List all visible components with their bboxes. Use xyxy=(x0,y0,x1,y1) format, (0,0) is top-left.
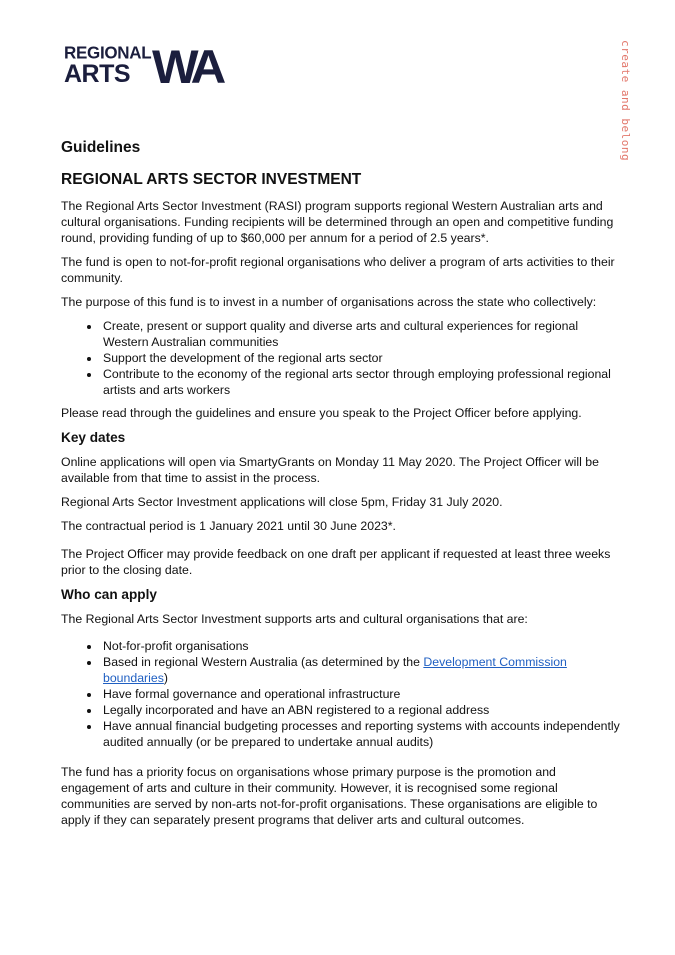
document-label: Guidelines xyxy=(61,139,141,156)
document-title: REGIONAL ARTS SECTOR INVESTMENT xyxy=(61,171,362,188)
who-can-apply-heading: Who can apply xyxy=(61,587,157,602)
intro-paragraph-2: The fund is open to not-for-profit regional organisations who deliver a program of arts activities to their community. xyxy=(61,255,615,285)
logo-mark-wa: WA xyxy=(152,39,222,93)
regional-item-suffix: ) xyxy=(163,671,168,685)
list-item: • Have formal governance and operational infrastructure xyxy=(101,686,621,702)
regional-item-prefix: Based in regional Western Australia (as determined by the xyxy=(103,655,424,669)
key-dates-paragraph-1: Online applications will open via SmartyGrants on Monday 11 May 2020. The Project Officer will be available from that time to assist in the process. xyxy=(61,455,599,485)
tagline: create and belong xyxy=(619,40,632,162)
document-body xyxy=(61,138,621,836)
logo-wordmark xyxy=(64,44,151,87)
purpose-list xyxy=(61,318,621,398)
key-dates-paragraph-4: The Project Officer may provide feedback on one draft per applicant if requested at least three weeks prior to the closing date. xyxy=(61,547,611,577)
logo-line-regional: REGIONAL xyxy=(64,42,152,63)
key-dates-heading: Key dates xyxy=(61,430,126,445)
list-item: • Legally incorporated and have an ABN registered to a regional address xyxy=(101,702,621,718)
list-item: • Contribute to the economy of the regional arts sector through employing professional regional artists and arts workers xyxy=(101,366,621,398)
key-dates-paragraph-3: The contractual period is 1 January 2021 until 30 June 2023*. xyxy=(61,519,396,533)
key-dates-paragraph-2: Regional Arts Sector Investment applications will close 5pm, Friday 31 July 2020. xyxy=(61,495,503,509)
list-item-regional xyxy=(101,654,621,686)
intro-paragraph-1: The Regional Arts Sector Investment (RASI) program supports regional Western Australian arts and cultural organisations. Funding recipients will be determined through an open and competitive funding round, providing funding of up to $60,000 per annum for a period of 2.5 years*. xyxy=(61,199,614,245)
regional-arts-wa-logo xyxy=(64,39,222,93)
eligibility-list xyxy=(61,638,621,750)
list-item: • Have annual financial budgeting processes and reporting systems with accounts independently audited annually (or be prepared to undertake annual audits) xyxy=(101,718,621,750)
intro-paragraph-3: The purpose of this fund is to invest in a number of organisations across the state who collectively: xyxy=(61,295,597,309)
list-item: • Not-for-profit organisations xyxy=(101,638,621,654)
who-can-apply-intro: The Regional Arts Sector Investment supports arts and cultural organisations that are: xyxy=(61,612,528,626)
intro-paragraph-4: Please read through the guidelines and ensure you speak to the Project Officer before applying. xyxy=(61,406,582,420)
logo-line-arts: ARTS xyxy=(64,60,131,88)
development-commission-boundaries-link[interactable]: Development Commission boundaries xyxy=(103,655,567,685)
list-item: • Create, present or support quality and diverse arts and cultural experiences for regional Western Australian communities xyxy=(101,318,621,350)
who-can-apply-closing: The fund has a priority focus on organisations whose primary purpose is the promotion and engagement of arts and culture in their community. However, it is recognised some regional communities are served by non-arts not-for-profit organisations. These organisations are eligible to apply if they can separately present programs that deliver arts and cultural outcomes. xyxy=(61,765,598,827)
list-item: • Support the development of the regional arts sector xyxy=(101,350,621,366)
